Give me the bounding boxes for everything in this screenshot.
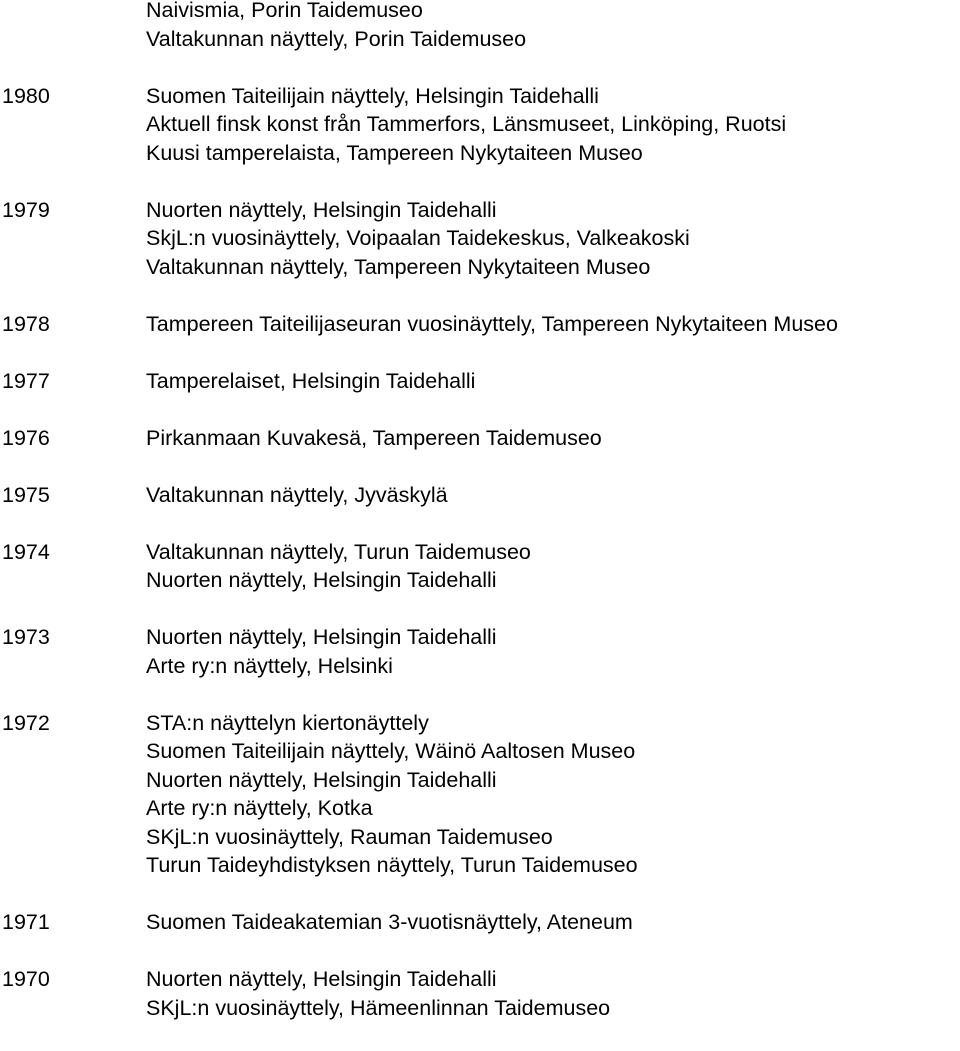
exhibition-item: Tampereen Taiteilijaseuran vuosinäyttely, Tampereen Nykytaiteen Museo — [146, 311, 838, 336]
exhibition-items — [146, 623, 960, 680]
exhibition-item: SKjL:n vuosinäyttely, Rauman Taidemuseo — [146, 824, 553, 849]
exhibition-year-entry — [0, 481, 960, 510]
year-label: 1975 — [2, 482, 50, 507]
exhibition-items — [146, 0, 960, 53]
exhibition-year-entry — [0, 538, 960, 595]
year-label: 1974 — [2, 539, 50, 564]
exhibition-year-entry — [0, 623, 960, 680]
exhibition-item: Valtakunnan näyttely, Jyväskylä — [146, 482, 448, 507]
exhibition-year-entry — [0, 908, 960, 937]
exhibition-item: Arte ry:n näyttely, Kotka — [146, 796, 373, 820]
exhibition-year-entry — [0, 965, 960, 1022]
exhibition-item: Suomen Taiteilijain näyttely, Wäinö Aaltosen Museo — [146, 739, 636, 763]
exhibition-items — [146, 538, 960, 595]
year-label: 1976 — [2, 425, 50, 450]
exhibition-item: Nuorten näyttely, Helsingin Taidehalli — [146, 767, 497, 792]
exhibition-item: Pirkanmaan Kuvakesä, Tampereen Taidemuseo — [146, 425, 602, 450]
year-label: 1972 — [2, 710, 50, 735]
exhibition-item: Kuusi tamperelaista, Tampereen Nykytaiteen Museo — [146, 140, 643, 165]
exhibition-item: Nuorten näyttely, Helsingin Taidehalli — [146, 197, 497, 222]
year-label: 1977 — [2, 368, 50, 393]
exhibition-year-entry — [0, 196, 960, 282]
year-label: 1970 — [2, 967, 50, 991]
exhibition-item: Valtakunnan näyttely, Porin Taidemuseo — [146, 26, 527, 51]
exhibition-year-entry — [0, 709, 960, 880]
exhibition-item: Suomen Taiteilijain näyttely, Helsingin Taidehalli — [146, 83, 599, 108]
exhibition-items — [146, 82, 960, 168]
exhibition-items — [146, 965, 960, 1022]
exhibition-year-entry — [0, 424, 960, 453]
exhibition-item: Nuorten näyttely, Helsingin Taidehalli — [146, 625, 497, 649]
exhibition-item: Suomen Taideakatemian 3-vuotisnäyttely, Ateneum — [146, 910, 633, 934]
exhibition-item: SKjL:n vuosinäyttely, Hämeenlinnan Taidemuseo — [146, 995, 611, 1020]
exhibition-year-entry — [0, 82, 960, 168]
exhibition-item: Aktuell finsk konst från Tammerfors, Länsmuseet, Linköping, Ruotsi — [146, 112, 787, 136]
exhibition-items — [146, 310, 960, 339]
exhibition-item: Nuorten näyttely, Helsingin Taidehalli — [146, 967, 497, 991]
exhibition-items — [146, 709, 960, 880]
exhibition-item: STA:n näyttelyn kiertonäyttely — [146, 710, 429, 735]
exhibition-item: Valtakunnan näyttely, Turun Taidemuseo — [146, 539, 531, 564]
year-label: 1971 — [2, 910, 50, 934]
year-label: 1978 — [2, 311, 50, 336]
year-label: 1979 — [2, 197, 50, 222]
exhibition-items — [146, 367, 960, 396]
exhibition-item: Naivismia, Porin Taidemuseo — [146, 0, 423, 22]
exhibition-item: Turun Taideyhdistyksen näyttely, Turun Taidemuseo — [146, 853, 638, 877]
exhibition-item: Valtakunnan näyttely, Tampereen Nykytaiteen Museo — [146, 254, 651, 279]
exhibition-item: Tamperelaiset, Helsingin Taidehalli — [146, 368, 476, 393]
exhibition-year-entry — [0, 310, 960, 339]
exhibition-items — [146, 908, 960, 937]
exhibition-item: Nuorten näyttely, Helsingin Taidehalli — [146, 568, 497, 592]
exhibition-items — [146, 424, 960, 453]
exhibition-items — [146, 196, 960, 282]
exhibition-year-entry — [0, 0, 960, 53]
exhibition-items — [146, 481, 960, 510]
exhibition-year-entry — [0, 367, 960, 396]
exhibition-item: SkjL:n vuosinäyttely, Voipaalan Taidekeskus, Valkeakoski — [146, 226, 690, 250]
year-label: 1980 — [2, 83, 50, 108]
year-label — [0, 0, 146, 53]
year-label: 1973 — [2, 625, 50, 649]
exhibition-item: Arte ry:n näyttely, Helsinki — [146, 653, 393, 678]
